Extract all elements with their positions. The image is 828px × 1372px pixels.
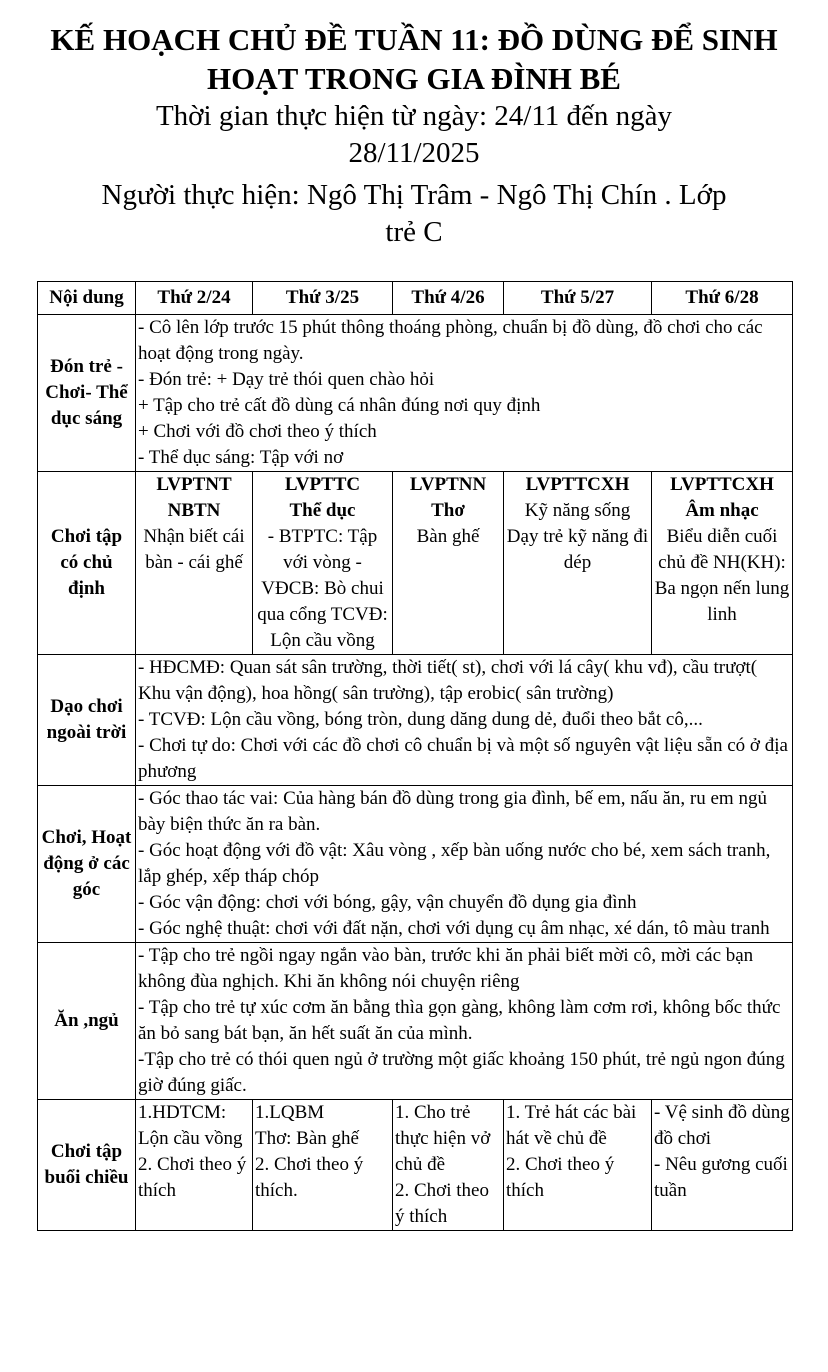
time-range-line-2: 28/11/2025 (348, 137, 480, 169)
header-thu-2: Thứ 2/24 (136, 282, 253, 315)
buoi-chieu-thu-4 (393, 1100, 504, 1231)
subject-name: NBTN (167, 500, 221, 521)
document-title: KẾ HOẠCH CHỦ ĐỀ TUẦN 11: ĐỒ DÙNG ĐỂ SINH HOẠT TRONG GIA ĐÌNH BÉ (50, 22, 778, 96)
row-label-choi-tap: Chơi tập có chủ định (38, 472, 136, 655)
an-ngu-line: - Tập cho trẻ tự xúc cơm ăn bằng thìa gọn gàng, không làm cơm rơi, không bốc thức ăn bỏ sang bát bạn, ăn hết suất ăn của mình. (138, 997, 781, 1044)
header-thu-3: Thứ 3/25 (253, 282, 393, 315)
hoat-dong-goc-content (136, 786, 793, 943)
subject-name: Thơ (431, 500, 465, 521)
afternoon-item: 1.HDTCM: Lộn cầu vồng (138, 1102, 243, 1149)
table-row (38, 315, 793, 472)
choi-tap-thu-5 (504, 472, 652, 655)
afternoon-item: 2. Chơi theo ý thích (395, 1180, 489, 1227)
person-line-2: trẻ C (385, 216, 443, 248)
weekly-plan-table (37, 281, 793, 1231)
an-ngu-line: -Tập cho trẻ có thói quen ngủ ở trường một giấc khoảng 150 phút, trẻ ngủ ngon đúng giờ đúng giấc. (138, 1049, 785, 1096)
header-thu-6: Thứ 6/28 (652, 282, 793, 315)
row-label-dao-choi: Dạo chơi ngoài trời (38, 655, 136, 786)
dao-choi-line: - TCVĐ: Lộn cầu vồng, bóng tròn, dung dăng dung dẻ, đuổi theo bắt cô,... (138, 709, 703, 730)
buoi-chieu-thu-3 (253, 1100, 393, 1231)
choi-tap-thu-6 (652, 472, 793, 655)
time-range-line-1: Thời gian thực hiện từ ngày: 24/11 đến ngày (155, 100, 673, 132)
header-thu-4: Thứ 4/26 (393, 282, 504, 315)
buoi-chieu-thu-5 (504, 1100, 652, 1231)
afternoon-item: - Vệ sinh đồ dùng đồ chơi (654, 1102, 790, 1149)
table-row (38, 943, 793, 1100)
person-line-1: Người thực hiện: Ngô Thị Trâm - Ngô Thị Chín . Lớp (101, 179, 727, 211)
subject-name: Kỹ năng sống (524, 500, 631, 521)
subject-code: LVPTNN (409, 474, 487, 495)
afternoon-item: 1. Cho trẻ thực hiện vở chủ đề (395, 1102, 491, 1175)
subject-code: LVPTTCXH (670, 474, 774, 495)
header-thu-5: Thứ 5/27 (504, 282, 652, 315)
header-noi-dung: Nội dung (38, 282, 136, 315)
don-tre-line: + Tập cho trẻ cất đồ dùng cá nhân đúng nơi quy định (138, 395, 541, 416)
dao-choi-line: - HĐCMĐ: Quan sát sân trường, thời tiết( st), chơi với lá cây( khu vđ), cầu trượt( Khu vận động), hoa hồng( sân trường), tập erobic( sân trường) (138, 657, 758, 704)
table-row (38, 1100, 793, 1231)
choi-tap-thu-3 (253, 472, 393, 655)
don-tre-line: - Thể dục sáng: Tập với nơ (138, 447, 344, 468)
afternoon-item: - Nêu gương cuối tuần (654, 1154, 788, 1201)
buoi-chieu-thu-6 (652, 1100, 793, 1231)
choi-tap-thu-4 (393, 472, 504, 655)
subject-code: LVPTTCXH (525, 474, 630, 495)
goc-line: - Góc nghệ thuật: chơi với đất nặn, chơi với dụng cụ âm nhạc, xé dán, tô màu tranh (138, 918, 770, 939)
afternoon-item: 2. Chơi theo ý thích (506, 1154, 615, 1201)
goc-line: - Góc hoạt động với đồ vật: Xâu vòng , xếp bàn uống nước cho bé, xem sách tranh, lắp ghép, xếp tháp chóp (138, 840, 771, 887)
goc-line: - Góc thao tác vai: Của hàng bán đồ dùng trong gia đình, bế em, nấu ăn, ru em ngủ bày biện thức ăn ra bàn. (138, 788, 767, 835)
lesson-text: Nhận biết cái bàn - cái ghế (143, 526, 245, 573)
don-tre-content (136, 315, 793, 472)
dao-choi-line: - Chơi tự do: Chơi với các đồ chơi cô chuẩn bị và một số nguyên vật liệu sẵn có ở địa phương (138, 735, 788, 782)
row-label-buoi-chieu: Chơi tập buổi chiều (38, 1100, 136, 1231)
row-label-don-tre: Đón trẻ - Chơi- Thể dục sáng (38, 315, 136, 472)
lesson-text: Biểu diễn cuối chủ đề NH(KH): Ba ngọn nến lung linh (654, 526, 790, 625)
subject-name: Thể dục (289, 500, 356, 521)
don-tre-line: - Cô lên lớp trước 15 phút thông thoáng phòng, chuẩn bị đồ dùng, đồ chơi cho các hoạt động trong ngày. (138, 317, 763, 364)
an-ngu-content (136, 943, 793, 1100)
don-tre-line: - Đón trẻ: + Dạy trẻ thói quen chào hỏi (138, 369, 435, 390)
lesson-text: Dạy trẻ kỹ năng đi dép (506, 526, 649, 573)
buoi-chieu-thu-2 (136, 1100, 253, 1231)
subject-name: Âm nhạc (685, 500, 759, 521)
don-tre-line: + Chơi với đồ chơi theo ý thích (138, 421, 377, 442)
lesson-text: Bàn ghế (416, 526, 480, 547)
table-row (38, 472, 793, 655)
subject-code: LVPTTC (284, 474, 361, 495)
afternoon-item: 2. Chơi theo ý thích (138, 1154, 247, 1201)
lesson-text: - BTPTC: Tập với vòng -VĐCB: Bò chui qua cổng TCVĐ: Lộn cầu vồng (257, 526, 388, 651)
row-label-hoat-dong-goc: Chơi, Hoạt động ở các góc (38, 786, 136, 943)
afternoon-item: 1.LQBM (255, 1102, 325, 1123)
row-label-an-ngu: Ăn ,ngủ (38, 943, 136, 1100)
table-row (38, 786, 793, 943)
dao-choi-content (136, 655, 793, 786)
subject-code: LVPTNT (156, 474, 232, 495)
afternoon-item: Thơ: Bàn ghế (255, 1128, 359, 1149)
goc-line: - Góc vận động: chơi với bóng, gậy, vận chuyển đồ dụng gia đình (138, 892, 637, 913)
table-row (38, 655, 793, 786)
afternoon-item: 1. Trẻ hát các bài hát về chủ đề (506, 1102, 637, 1149)
an-ngu-line: - Tập cho trẻ ngồi ngay ngắn vào bàn, trước khi ăn phải biết mời cô, mời các bạn không đùa nghịch. Khi ăn không nói chuyện riêng (138, 945, 754, 992)
afternoon-item: 2. Chơi theo ý thích. (255, 1154, 364, 1201)
choi-tap-thu-2 (136, 472, 253, 655)
table-header-row (38, 282, 793, 315)
document-page (0, 20, 828, 1372)
